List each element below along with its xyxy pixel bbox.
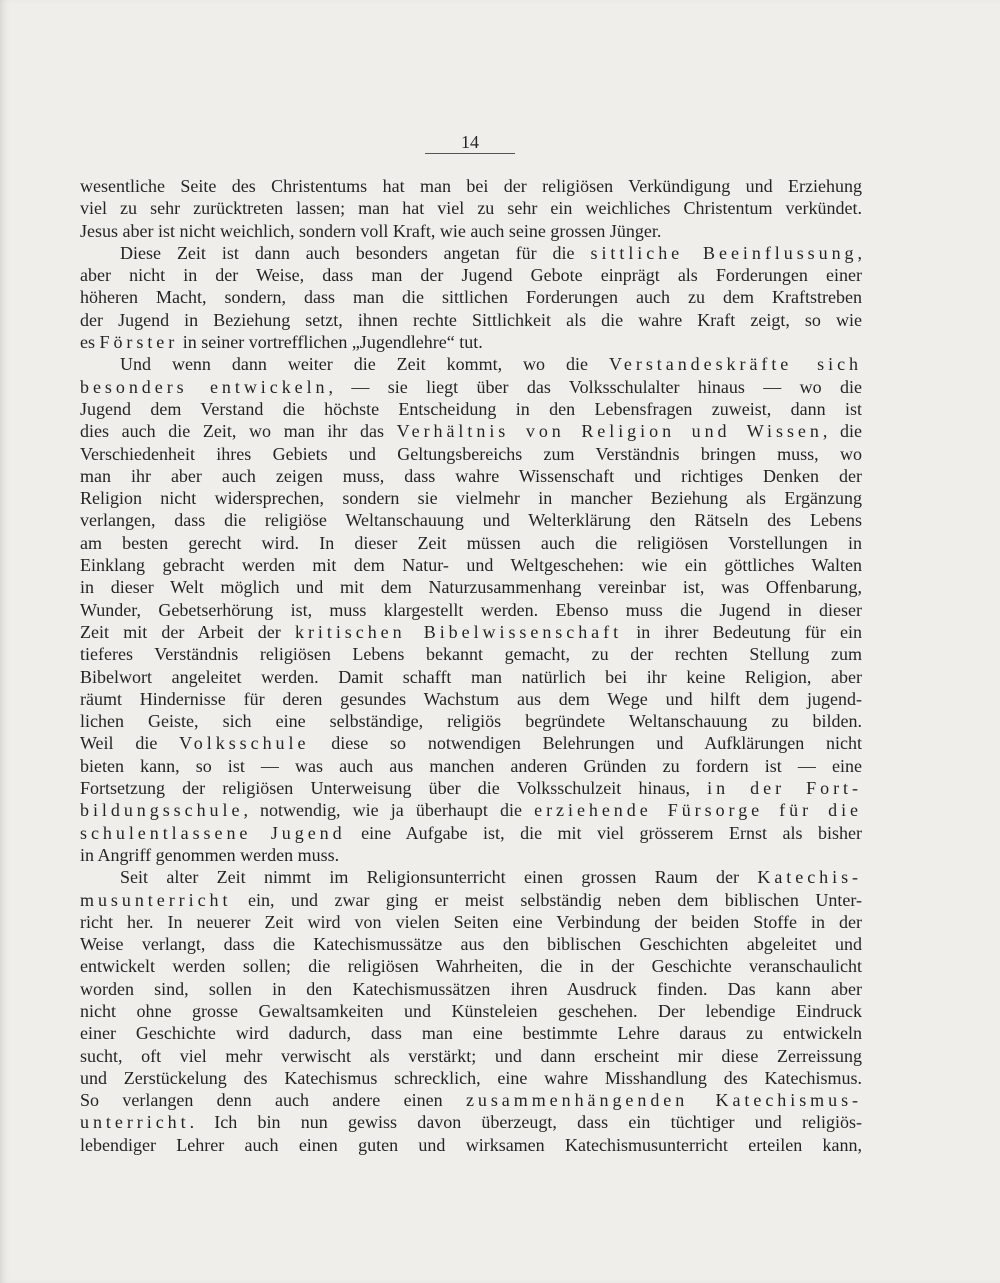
text-run: in seiner vortrefflichen „Jugendlehre“ tut. bbox=[178, 332, 483, 353]
text-line bbox=[80, 1089, 862, 1111]
text-run: Religion nicht widersprechen, sondern sie vielmehr in mancher Beziehung als Ergänzung bbox=[80, 488, 862, 509]
text-line bbox=[80, 688, 862, 710]
text-line bbox=[80, 487, 862, 509]
text-run: man ihr aber auch zeigen muss, dass wahre Wissenschaft und richtiges Denken der bbox=[80, 465, 862, 486]
text-line bbox=[80, 220, 862, 242]
text-line bbox=[80, 286, 862, 308]
text-run: nicht ohne grosse Gewaltsamkeiten und Künsteleien geschehen. Der lebendige Eindruck bbox=[80, 1000, 862, 1021]
text-run: in Angriff genommen werden muss. bbox=[80, 844, 340, 865]
text-line bbox=[80, 376, 862, 398]
text-line bbox=[80, 465, 862, 487]
paragraph bbox=[80, 242, 862, 353]
text-run: es bbox=[80, 332, 100, 353]
text-line bbox=[80, 1111, 862, 1133]
text-line bbox=[80, 599, 862, 621]
text-run: Einklang gebracht werden mit dem Natur- und Weltgeschehen: wie ein göttliches Walten bbox=[80, 555, 862, 576]
text-run: Weise verlangt, dass die Katechismussätze aus den biblischen Geschichten abgeleitet und bbox=[80, 934, 862, 955]
text-line bbox=[80, 554, 862, 576]
text-run: viel zu sehr zurücktreten lassen; man hat viel zu sehr ein weichliches Christentum verkündet. bbox=[80, 198, 862, 219]
text-line bbox=[80, 710, 862, 732]
text-run: wesentliche Seite des Christentums hat man bei der religiösen Verkündigung und Erziehung bbox=[80, 176, 862, 196]
text-line bbox=[80, 799, 862, 821]
text-run: , — sie liegt über das Volksschulalter hinaus — wo die bbox=[328, 376, 863, 397]
text-line bbox=[80, 398, 862, 420]
text-run: dies auch die Zeit, wo man ihr das bbox=[80, 421, 397, 442]
text-run: tieferes Verständnis religiösen Lebens bekannt gemacht, zu der rechten Stellung zum bbox=[80, 644, 862, 665]
page-number: 14 bbox=[461, 132, 479, 152]
spaced-emphasis-text: bildungsschule bbox=[80, 800, 244, 821]
spaced-emphasis-text: unterricht bbox=[80, 1112, 190, 1133]
text-line bbox=[80, 911, 862, 933]
text-line bbox=[80, 1000, 862, 1022]
body-text bbox=[80, 175, 862, 1156]
text-line bbox=[80, 666, 862, 688]
spaced-emphasis-text: erziehende Fürsorge für die bbox=[534, 800, 863, 821]
spaced-emphasis-text: Katechis- bbox=[757, 867, 862, 888]
text-line bbox=[80, 866, 862, 888]
text-line bbox=[80, 420, 862, 442]
spaced-emphasis-text: Verhältnis von Religion und Wissen bbox=[396, 421, 823, 442]
text-run: sucht, oft viel mehr verwischt als verstärkt; und dann erscheint mir diese Zerreissung bbox=[80, 1045, 862, 1066]
spaced-emphasis-text: schulentlassene Jugend bbox=[80, 822, 346, 843]
text-line bbox=[80, 576, 862, 598]
text-line bbox=[80, 732, 862, 754]
text-run: Bibelwort angeleitet werden. Damit schafft man natürlich bei ihr keine Religion, aber bbox=[80, 666, 862, 687]
text-line bbox=[80, 933, 862, 955]
text-run: räumt Hindernisse für deren gesundes Wachstum aus dem Wege und hilft dem jugend- bbox=[80, 688, 862, 709]
text-run: verlangen, dass die religiöse Weltanschauung und Welterklärung den Rätseln des Lebens bbox=[80, 510, 862, 531]
text-run: , bbox=[857, 242, 862, 263]
text-run: Weil die bbox=[80, 733, 180, 754]
text-run: . Ich bin nun gewiss davon überzeugt, dass ein tüchtiger und religiös- bbox=[189, 1112, 862, 1133]
text-run: richt her. In neuerer Zeit wird von vielen Seiten eine Verbindung der beiden Stoffe in der bbox=[80, 911, 862, 932]
text-run: Verschiedenheit ihres Gebiets und Geltungsbereichs zum Verständnis bringen muss, wo bbox=[80, 443, 862, 464]
text-line bbox=[80, 978, 862, 1000]
text-line bbox=[80, 175, 862, 197]
text-run: lichen Geiste, sich eine selbständige, religiös begründete Weltanschauung zu bilden. bbox=[80, 711, 862, 732]
text-run: und Zerstückelung des Katechismus schrecklich, eine wahre Misshandlung des Katechismus. bbox=[80, 1067, 862, 1088]
text-run: Zeit mit der Arbeit der bbox=[80, 621, 295, 642]
spaced-emphasis-text: zusammenhängenden Katechismus- bbox=[465, 1090, 862, 1111]
spaced-emphasis-text: in der Fort- bbox=[707, 778, 862, 799]
text-run: einer Geschichte wird dadurch, dass man eine bestimmte Lehre daraus zu entwickeln bbox=[80, 1023, 862, 1044]
spaced-emphasis-text: Förster bbox=[99, 332, 179, 353]
text-line bbox=[80, 755, 862, 777]
text-line bbox=[80, 889, 862, 911]
text-run: Diese Zeit ist dann auch besonders angetan für die bbox=[120, 242, 591, 263]
text-run: aber nicht in der Weise, dass man der Jugend Gebote einprägt als Forderungen einer bbox=[80, 265, 862, 286]
text-line bbox=[80, 955, 862, 977]
text-run: diese so notwendigen Belehrungen und Aufklärungen nicht bbox=[309, 733, 863, 754]
text-line bbox=[80, 264, 862, 286]
text-line bbox=[80, 443, 862, 465]
text-run: Und wenn dann weiter die Zeit kommt, wo die bbox=[120, 354, 609, 375]
text-run: entwickelt werden sollen; die religiösen Wahrheiten, die in der Geschichte veranschaulicht bbox=[80, 956, 862, 977]
spaced-emphasis-text: besonders entwickeln bbox=[80, 376, 329, 397]
text-run: am besten gerecht wird. In dieser Zeit müssen auch die religiösen Vorstellungen in bbox=[80, 532, 862, 553]
text-run: Fortsetzung der religiösen Unterweisung über die Volksschulzeit hinaus, bbox=[80, 778, 708, 799]
text-line bbox=[80, 197, 862, 219]
text-line bbox=[80, 331, 862, 353]
text-run: Jugend dem Verstand die höchste Entscheidung in den Lebensfragen zuweist, dann ist bbox=[80, 398, 862, 419]
spaced-emphasis-text: kritischen Bibelwissenschaft bbox=[294, 621, 623, 642]
text-line bbox=[80, 643, 862, 665]
text-run: in dieser Welt möglich und mit dem Naturzusammenhang vereinbar ist, was Offenbarung, bbox=[80, 577, 862, 598]
text-line bbox=[80, 532, 862, 554]
text-line bbox=[80, 353, 862, 375]
page-number-rule bbox=[425, 153, 515, 154]
paragraph bbox=[80, 353, 862, 866]
text-line bbox=[80, 509, 862, 531]
spaced-emphasis-text: sittliche Beeinflussung bbox=[590, 242, 858, 263]
text-line bbox=[80, 844, 862, 866]
text-line bbox=[80, 309, 862, 331]
text-run: eine Aufgabe ist, die mit viel grösserem Ernst als bisher bbox=[345, 822, 863, 843]
text-line bbox=[80, 1022, 862, 1044]
text-line bbox=[80, 1045, 862, 1067]
text-run: bieten kann, so ist — was auch aus manchen anderen Gründen zu fordern ist — eine bbox=[80, 755, 862, 776]
text-line bbox=[80, 242, 862, 264]
text-line bbox=[80, 822, 862, 844]
spaced-emphasis-text: musunterricht bbox=[80, 889, 232, 910]
spaced-emphasis-text: Verstandeskräfte sich bbox=[608, 354, 862, 375]
text-line bbox=[80, 621, 862, 643]
text-line bbox=[80, 777, 862, 799]
text-run: Jesus aber ist nicht weichlich, sondern voll Kraft, wie auch seine grossen Jünger. bbox=[80, 220, 662, 241]
spaced-emphasis-text: Volksschule bbox=[179, 733, 310, 754]
text-run: , die bbox=[822, 421, 862, 442]
text-run: worden sind, sollen in den Katechismussätzen ihren Ausdruck finden. Das kann aber bbox=[80, 978, 862, 999]
text-run: lebendiger Lehrer auch einen guten und wirksamen Katechismusunterricht erteilen kann, bbox=[80, 1134, 862, 1155]
text-run: in ihrer Bedeutung für ein bbox=[622, 621, 862, 642]
text-run: Wunder, Gebetserhörung ist, muss klargestellt werden. Ebenso muss die Jugend in dieser bbox=[80, 599, 862, 620]
paragraph bbox=[80, 866, 862, 1156]
text-line bbox=[80, 1067, 862, 1089]
paragraph bbox=[80, 175, 862, 242]
text-run: So verlangen denn auch andere einen bbox=[80, 1090, 466, 1111]
text-run: , notwendig, wie ja überhaupt die bbox=[243, 800, 535, 821]
text-run: Seit alter Zeit nimmt im Religionsunterricht einen grossen Raum der bbox=[120, 867, 758, 888]
text-run: der Jugend in Beziehung setzt, ihnen rechte Sittlichkeit als die wahre Kraft zeigt, so wie bbox=[80, 309, 862, 330]
text-run: höheren Macht, sondern, dass man die sittlichen Forderungen auch zu dem Kraftstreben bbox=[80, 287, 862, 308]
text-line bbox=[80, 1134, 862, 1156]
text-run: ein, und zwar ging er meist selbständig neben dem biblischen Unter- bbox=[231, 889, 862, 910]
